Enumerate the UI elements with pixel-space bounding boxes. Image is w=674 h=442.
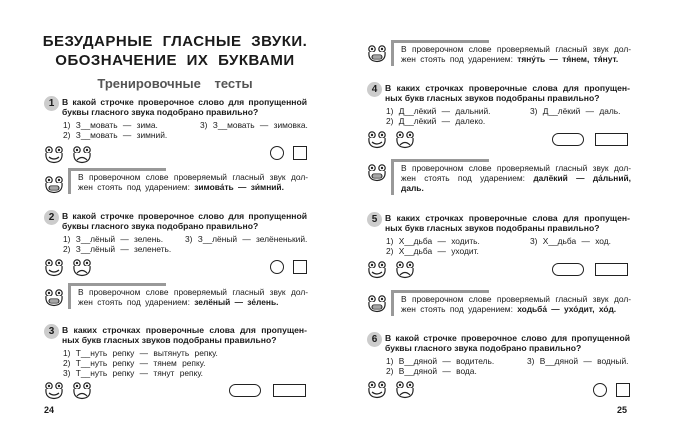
answer-circle[interactable]: [270, 260, 284, 274]
happy-frog-icon[interactable]: [367, 131, 387, 149]
answer-option: 2) З__мовать — зимний.: [63, 130, 168, 140]
sad-frog-icon[interactable]: [395, 381, 415, 399]
answer-option: 3) Х__дьба — ход.: [530, 236, 611, 246]
answer-oval[interactable]: [552, 263, 584, 276]
question-number: 1: [44, 96, 59, 111]
sad-frog-icon[interactable]: [72, 382, 92, 400]
happy-frog-icon[interactable]: [367, 261, 387, 279]
happy-frog-icon[interactable]: [44, 146, 64, 164]
answer-square[interactable]: [293, 260, 307, 274]
answer-option: 1) В__дяной — водитель.: [386, 356, 495, 366]
section-subtitle: Тренировочные тесты: [97, 76, 253, 91]
sad-frog-icon[interactable]: [72, 259, 92, 277]
answer-option: 3) З__мовать — зимовка.: [200, 120, 308, 130]
sad-frog-icon[interactable]: [395, 131, 415, 149]
sad-frog-icon[interactable]: [395, 261, 415, 279]
answer-square[interactable]: [616, 383, 630, 397]
hint-frog-icon: [367, 45, 387, 63]
answer-option: 1) З__лёный — зелень.: [63, 234, 164, 244]
answer-circle[interactable]: [593, 383, 607, 397]
page-number: 25: [617, 405, 628, 415]
answer-option: 3) В__дяной — водный.: [527, 356, 629, 366]
hint-frog-icon: [44, 289, 64, 307]
question-text: В каких строчках проверочные слова для пропущен- ных букв гласных звуков подобраны правильно?: [385, 213, 630, 233]
hint-frog-icon: [44, 176, 64, 194]
answer-oval[interactable]: [552, 133, 584, 146]
answer-option: 3) Д__лёкий — даль.: [530, 106, 621, 116]
answer-option: 2) В__дяной — вода.: [386, 366, 477, 376]
answer-rectangle[interactable]: [595, 133, 628, 146]
question-number: 6: [367, 332, 382, 347]
question-text: В каких строчках проверочные слова для пропущен- ных букв гласных звуков подобраны правильно?: [62, 325, 307, 345]
answer-option: 1) Х__дьба — ходить.: [386, 236, 480, 246]
happy-frog-icon[interactable]: [367, 381, 387, 399]
happy-frog-icon[interactable]: [44, 259, 64, 277]
answer-option: 1) Д__лёкий — дальний.: [386, 106, 491, 116]
answer-rectangle[interactable]: [273, 384, 306, 397]
question-number: 4: [367, 82, 382, 97]
answer-oval[interactable]: [229, 384, 261, 397]
hint-box: В проверочном слове проверяемый гласный звук дол- жен стоять под ударением: тяну́ть — тя́нем, тя́нут.: [391, 44, 631, 64]
answer-rectangle[interactable]: [595, 263, 628, 276]
sad-frog-icon[interactable]: [72, 146, 92, 164]
page-number: 24: [44, 405, 55, 415]
answer-option: 3) Т__нуть репку — тянут репку.: [63, 368, 203, 378]
question-text: В каких строчках проверочные слова для пропущен- ных букв гласных звуков подобраны правильно?: [385, 83, 630, 103]
hint-frog-icon: [367, 295, 387, 313]
question-number: 5: [367, 212, 382, 227]
answer-square[interactable]: [293, 146, 307, 160]
question-number: 3: [44, 324, 59, 339]
hint-box: В проверочном слове проверяемый гласный звук дол- жен стоять под ударением: далёкий — да́льний, даль.: [391, 163, 631, 193]
answer-option: 3) З__лёный — зелёненький.: [185, 234, 308, 244]
question-number: 2: [44, 210, 59, 225]
hint-box: В проверочном слове проверяемый гласный звук дол- жен стоять под ударением: ходьба́ — ухо́дит, хо́д.: [391, 294, 631, 314]
question-text: В какой строчке проверочное слово для пропущенной буквы гласного звука подобрано правильно?: [62, 211, 307, 231]
hint-box: В проверочном слове проверяемый гласный звук дол- жен стоять под ударением: зимова́ть — зи́мний.: [68, 172, 308, 192]
hint-frog-icon: [367, 164, 387, 182]
hint-box: В проверочном слове проверяемый гласный звук дол- жен стоять под ударением: зелёный — зе́лень.: [68, 287, 308, 307]
answer-circle[interactable]: [270, 146, 284, 160]
answer-option: 1) З__мовать — зима.: [63, 120, 158, 130]
question-text: В какой строчке проверочное слово для пропущенной буквы гласного звука подобрано правильно?: [62, 97, 307, 117]
page-title: БЕЗУДАРНЫЕ ГЛАСНЫЕ ЗВУКИ. ОБОЗНАЧЕНИЕ ИХ БУКВАМИ: [42, 33, 308, 69]
answer-option: 1) Т__нуть репку — вытянуть репку.: [63, 348, 218, 358]
happy-frog-icon[interactable]: [44, 382, 64, 400]
answer-option: 2) Х__дьба — уходит.: [386, 246, 479, 256]
question-text: В какой строчке проверочное слово для пропущенной буквы гласного звука подобрано правильно?: [385, 333, 630, 353]
answer-option: 2) Д__лёкий — далеко.: [386, 116, 486, 126]
answer-option: 2) Т__нуть репку — тянем репку.: [63, 358, 206, 368]
answer-option: 2) З__лёный — зеленеть.: [63, 244, 172, 254]
